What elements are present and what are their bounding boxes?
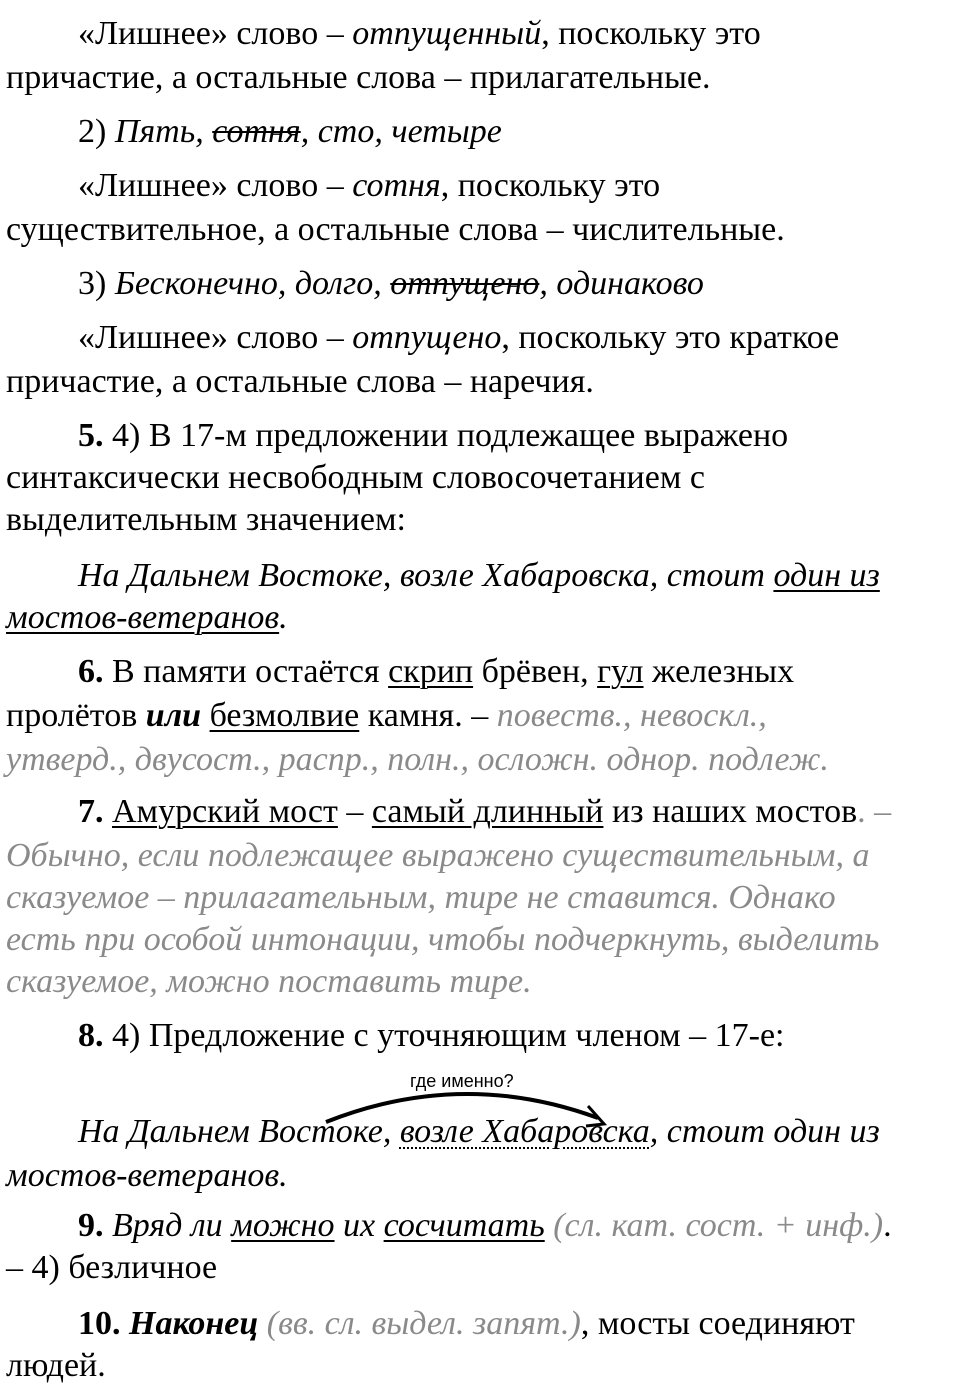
text: 4) В 17-м предложении подлежащее выражено xyxy=(103,417,789,454)
task-7-line-2: Обычно, если подлежащее выражено существительным, а xyxy=(6,837,870,874)
text: из наших мостов xyxy=(603,793,858,830)
text: На Дальнем Востоке, xyxy=(78,1113,400,1150)
word: Пять, xyxy=(114,113,213,150)
word-otpushcheno: отпущено xyxy=(352,319,502,356)
task-9-line-1 xyxy=(78,1206,892,1246)
text: их xyxy=(334,1207,384,1244)
question-annotation: где именно? xyxy=(410,1071,514,1091)
paragraph-1-line-2: причастие, а остальные слова – прилагательные. xyxy=(6,59,711,96)
clarifying-member: возле Хабаровска xyxy=(399,1113,650,1150)
underlined-subject: один из xyxy=(773,557,880,594)
task-6-line-3: утверд., двусост., распр., полн., осложн. однор. подлеж. xyxy=(6,741,829,778)
task-9-line-2: – 4) безличное xyxy=(6,1249,218,1286)
analysis-note: . – xyxy=(857,793,892,830)
introductory-word: Наконец xyxy=(129,1305,259,1342)
word: Бесконечно, долго, xyxy=(114,265,391,302)
struck-word: отпущено xyxy=(390,265,540,302)
text: «Лишнее» слово – xyxy=(78,15,353,52)
analysis-note: (вв. сл. выдел. запят.) xyxy=(258,1305,581,1342)
task-7-line-4: есть при особой интонации, чтобы подчеркнуть, выделить xyxy=(6,921,880,958)
text xyxy=(121,1305,130,1342)
word: , одинаково xyxy=(539,265,704,302)
task-10-line-2: людей. xyxy=(6,1347,106,1384)
task-number: 9. xyxy=(78,1207,104,1244)
underlined-subject: безмолвие xyxy=(209,697,360,734)
underlined-predicate: самый длинный xyxy=(371,793,604,830)
text: камня. – xyxy=(359,697,497,734)
text: , поскольку это xyxy=(440,167,661,204)
task-7-line-3: сказуемое – прилагательным, тире не ставится. Однако xyxy=(6,879,836,916)
text: «Лишнее» слово – xyxy=(78,167,353,204)
text: Вряд ли xyxy=(103,1207,232,1244)
paragraph-3-line-2: существительное, а остальные слова – числительные. xyxy=(6,211,785,248)
task-number: 10. xyxy=(78,1305,121,1342)
task-number: 8. xyxy=(78,1017,104,1054)
item-number: 3) xyxy=(78,265,115,302)
text: , стоит один из xyxy=(649,1113,880,1150)
analysis-note: повеств., невоскл., xyxy=(496,697,767,734)
text: На Дальнем Востоке, возле Хабаровска, стоит xyxy=(78,557,774,594)
underlined-predicate: сосчитать xyxy=(383,1207,545,1244)
paragraph-5-line-2: причастие, а остальные слова – наречия. xyxy=(6,363,594,400)
text: . xyxy=(279,599,288,636)
word: , сто, четыре xyxy=(300,113,502,150)
task-number: 6. xyxy=(78,653,104,690)
example-2-line-2: мостов-ветеранов. xyxy=(6,1157,288,1194)
text: В памяти остаётся xyxy=(103,653,389,690)
text: пролётов xyxy=(6,697,146,734)
word-otpushchenny: отпущенный xyxy=(352,15,542,52)
word-sotnya: сотня xyxy=(352,167,441,204)
text: 4) Предложение с уточняющим членом – 17-е: xyxy=(103,1017,785,1054)
task-number: 5. xyxy=(78,417,104,454)
text: , поскольку это xyxy=(541,15,761,52)
task-7-line-5: сказуемое, можно поставить тире. xyxy=(6,963,532,1000)
task-5-line-3: выделительным значением: xyxy=(6,501,406,538)
text: , мосты соединяют xyxy=(580,1305,855,1342)
example-2-line-1 xyxy=(78,1112,880,1152)
conjunction: или xyxy=(145,697,202,734)
underlined-predicate: можно xyxy=(231,1207,335,1244)
item-number: 2) xyxy=(78,113,115,150)
task-5-line-2: синтаксически несвободным словосочетанием с xyxy=(6,459,705,496)
struck-word: сотня xyxy=(212,113,301,150)
task-number: 7. xyxy=(78,793,104,830)
text: . xyxy=(883,1207,892,1244)
analysis-note: (сл. кат. сост. + инф.) xyxy=(544,1207,884,1244)
text: железных xyxy=(643,653,795,690)
underlined-subject: Амурский мост xyxy=(112,793,338,830)
underlined-subject: гул xyxy=(597,653,644,690)
underlined-subject: мостов-ветеранов xyxy=(6,599,280,636)
text: , поскольку это краткое xyxy=(501,319,840,356)
underlined-subject: скрип xyxy=(388,653,474,690)
text: брёвен, xyxy=(473,653,598,690)
text: «Лишнее» слово – xyxy=(78,319,353,356)
text: – xyxy=(337,793,372,830)
task-10-line-1 xyxy=(78,1304,855,1344)
